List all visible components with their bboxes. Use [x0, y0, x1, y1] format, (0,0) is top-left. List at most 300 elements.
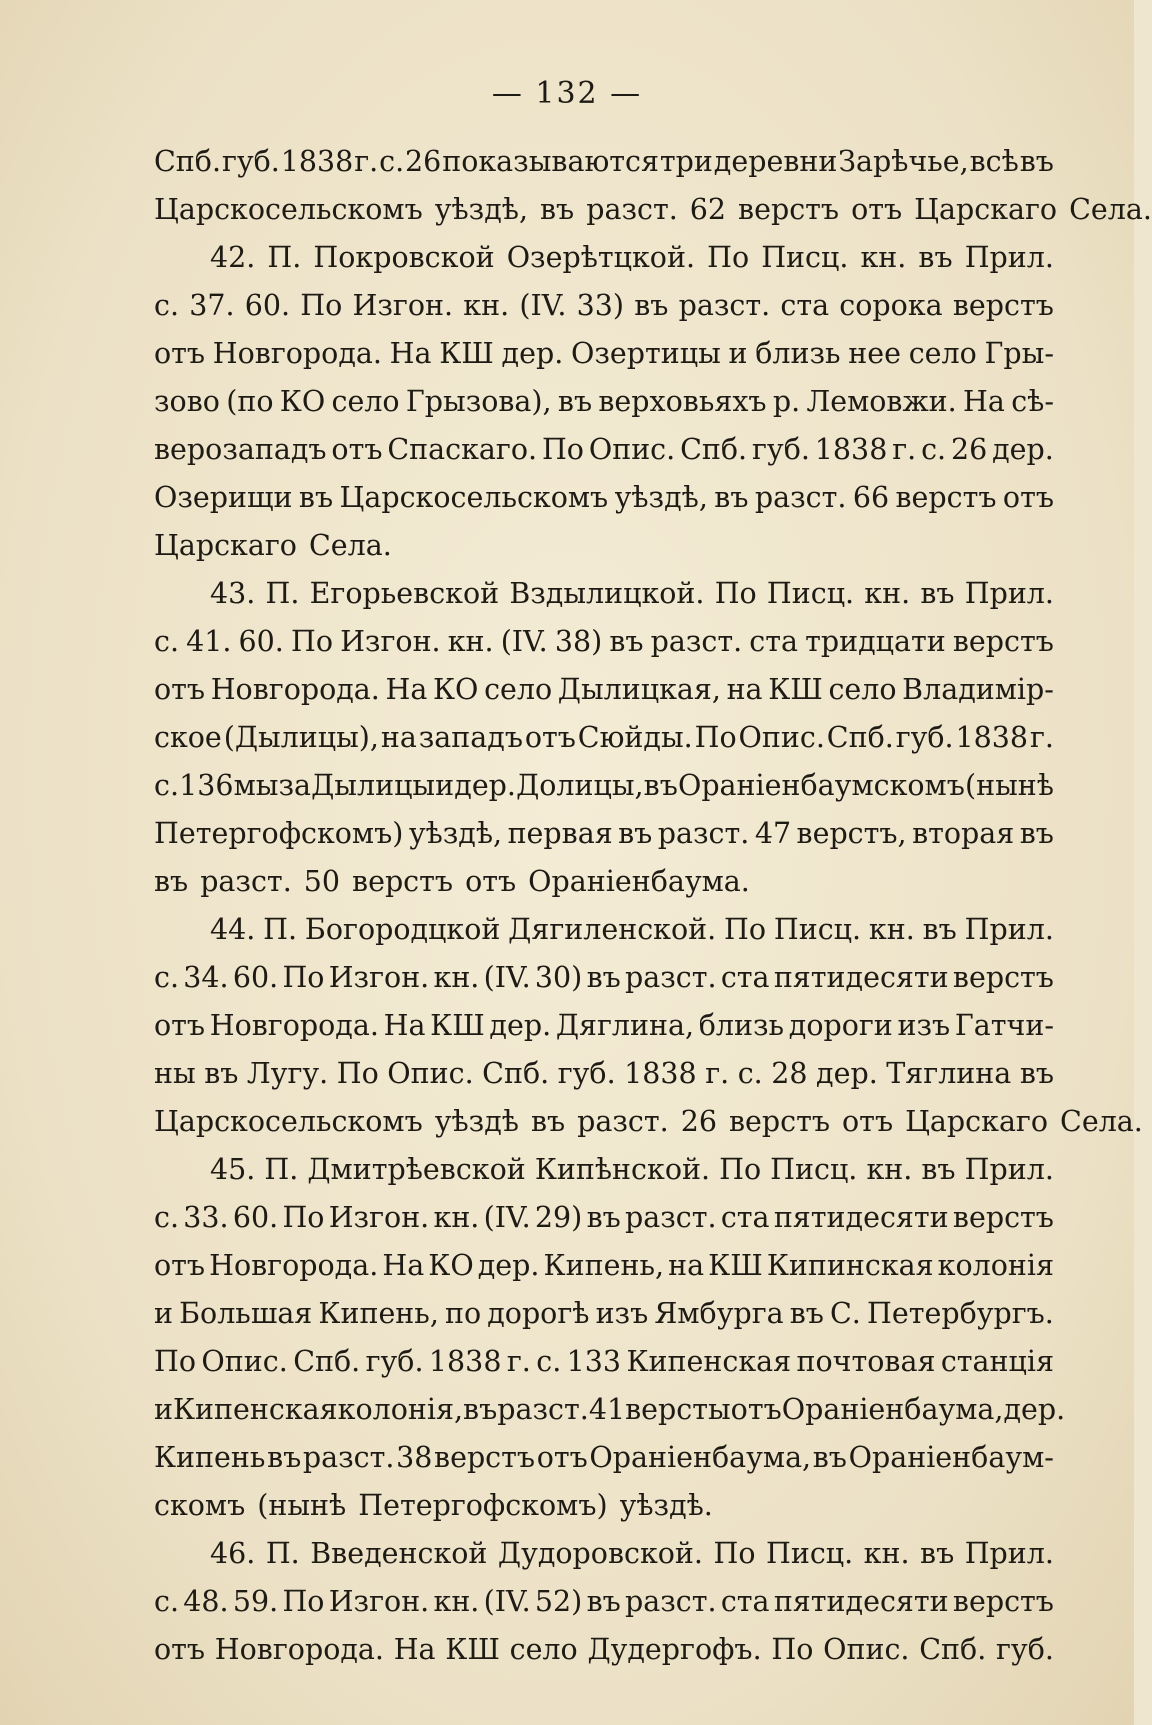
word: с. [921, 433, 947, 466]
body-text [154, 138, 1152, 1674]
word: верстъ [895, 481, 997, 514]
word: въ [922, 913, 957, 946]
word: село [908, 337, 977, 370]
word: на [726, 673, 763, 706]
word: Писц. [770, 1153, 858, 1186]
word: Дмитрѣевской [307, 1153, 526, 1186]
word: первая [507, 817, 613, 850]
text-line [154, 1482, 1054, 1530]
word: По [724, 913, 767, 946]
word: въ [154, 865, 189, 898]
word: Сюйды. [577, 721, 693, 754]
word: Прил. [964, 1153, 1054, 1186]
text-line [154, 1002, 1054, 1050]
word: кн. [864, 577, 911, 610]
word: въ [463, 1393, 498, 1426]
word: кн. [433, 1585, 480, 1618]
word: разст. [302, 1441, 395, 1474]
word: 48. [183, 1585, 229, 1618]
word: Новгорода. [212, 337, 382, 370]
word: въ [918, 241, 953, 274]
word: разст. [625, 961, 717, 994]
word: 1838 [280, 145, 354, 178]
word: тридцати [805, 625, 946, 658]
word: верстъ [952, 625, 1054, 658]
word: дер. [489, 1009, 552, 1042]
word: село [484, 673, 553, 706]
text-line [154, 522, 1054, 570]
word: 37. [189, 289, 235, 322]
word: Кипень [154, 1441, 266, 1474]
word: По [336, 1057, 379, 1090]
word: кн. [860, 241, 907, 274]
word: по [444, 1297, 482, 1330]
word: На [383, 1009, 426, 1042]
word: дороги [788, 1009, 893, 1042]
word: верстъ [434, 1441, 536, 1474]
word: Дяглина, [555, 1009, 695, 1042]
word: Прил. [964, 1537, 1054, 1570]
word: Долицы, [516, 769, 644, 802]
word: Большая [179, 1297, 313, 1330]
word: 41 [588, 1393, 626, 1426]
word: По [290, 625, 333, 658]
word: верховьяхъ [598, 385, 767, 418]
word: Ораніенбаум- [848, 1441, 1054, 1474]
word: почтовая [796, 1345, 936, 1378]
word: Дягиленской. [508, 913, 717, 946]
word: въ [1019, 1057, 1054, 1090]
word: КО [433, 673, 479, 706]
word: Царскаго [914, 193, 1058, 226]
word: с. [737, 1057, 763, 1090]
text-line [154, 1098, 1143, 1146]
word: ста [720, 1201, 770, 1234]
word: верстъ [952, 1585, 1054, 1618]
text-line [154, 1194, 1054, 1242]
word: въ [609, 625, 644, 658]
word: Изгон. [328, 1201, 430, 1234]
text-line [154, 1578, 1054, 1626]
word: въ [643, 769, 678, 802]
word: Изгон. [340, 625, 441, 658]
word: разст. [577, 1105, 669, 1138]
word: Ораніенбаума, [589, 1441, 812, 1474]
word: дер. [477, 1249, 540, 1282]
word: 26 [950, 433, 988, 466]
word: 60. [232, 961, 279, 994]
word: въ [586, 961, 621, 994]
word: Петергофскомъ) [358, 1489, 608, 1522]
page-number: — 132 — [491, 76, 643, 111]
word: губ. [557, 1057, 616, 1090]
word: По [282, 1585, 325, 1618]
word: Вздылицкой. [509, 577, 705, 610]
word: Дудоровской. [497, 1537, 703, 1570]
word: 52) [534, 1585, 583, 1618]
word: Гатчи- [954, 1009, 1054, 1042]
word: отъ [154, 1633, 206, 1666]
word: Кипенская [626, 1345, 792, 1378]
word: три [659, 145, 713, 178]
word: станція [940, 1345, 1054, 1378]
word: пятидесяти [773, 1585, 949, 1618]
word: разст. [200, 865, 292, 898]
text-line [154, 906, 1054, 954]
word: село [828, 673, 897, 706]
word: 1838 [428, 1345, 502, 1378]
word: Прил. [964, 577, 1054, 610]
word: показываются [442, 145, 659, 178]
word: П. [265, 577, 300, 610]
word: уѣздѣ, [614, 481, 708, 514]
word: г. [705, 1057, 730, 1090]
word: (по [226, 385, 274, 418]
word: с. [154, 289, 180, 322]
word: 44. [210, 913, 256, 946]
word: По [154, 1345, 197, 1378]
word: всѣ [969, 145, 1019, 178]
word: вторая [912, 817, 1015, 850]
word: Опис. [738, 721, 825, 754]
word: отъ [842, 1105, 894, 1138]
word: въ [920, 1537, 955, 1570]
word: Ораніенбаума, [781, 1393, 1004, 1426]
word: уѣздѣ. [619, 1489, 713, 1522]
word: отъ [465, 865, 517, 898]
word: разст. [586, 193, 678, 226]
word: Села. [1069, 193, 1152, 226]
word: и [154, 1297, 173, 1330]
word: с. [536, 1345, 562, 1378]
word: дер. [454, 769, 516, 802]
word: разст. [625, 1201, 717, 1234]
text-line [154, 474, 1054, 522]
word: и [435, 769, 455, 802]
word: въ [530, 1105, 566, 1138]
word: село [509, 1633, 578, 1666]
text-line [154, 714, 1054, 762]
word: На [382, 1249, 425, 1282]
word: кн. [863, 1537, 910, 1570]
word: Прил. [964, 241, 1054, 274]
word: г. [354, 145, 379, 178]
word: ста [720, 1585, 770, 1618]
word: разст. [625, 1585, 717, 1618]
word: Опис. [201, 1345, 288, 1378]
word: Петербургъ. [866, 1297, 1054, 1330]
word: Новгорода. [214, 1633, 384, 1666]
word: Ораніенбаума. [528, 865, 750, 898]
word: Введенской [310, 1537, 488, 1570]
word: (нынѣ [257, 1489, 347, 1522]
word: КШ [439, 337, 494, 370]
word: 45. [210, 1153, 256, 1186]
word: сорока [839, 289, 943, 322]
word: Царскосельскомъ [339, 481, 609, 514]
word: въ [267, 1441, 302, 1474]
word: изъ [897, 1009, 951, 1042]
word: 34. [183, 961, 229, 994]
word: Зарѣчье, [838, 145, 969, 178]
word: (IV. [519, 289, 567, 322]
word: верстъ [952, 289, 1054, 322]
text-line [154, 186, 1152, 234]
word: 60. [232, 1201, 279, 1234]
word: П. [264, 1153, 299, 1186]
text-line [154, 426, 1054, 474]
word: мыза [233, 769, 312, 802]
word: ское [154, 721, 222, 754]
word: По [714, 577, 757, 610]
word: По [713, 1537, 756, 1570]
word: По [282, 961, 325, 994]
word: 33) [576, 289, 624, 322]
word: Гры- [984, 337, 1054, 370]
word: верстъ [738, 193, 840, 226]
text-line [154, 618, 1054, 666]
word: разст. [678, 289, 771, 322]
word: КШ [768, 673, 823, 706]
word: Писц. [761, 241, 849, 274]
text-line [154, 1050, 1054, 1098]
word: кн. [868, 913, 915, 946]
text-line [154, 1434, 1054, 1482]
text-line [154, 762, 1054, 810]
word: близь [755, 337, 841, 370]
word: Новгорода. [210, 673, 380, 706]
word: По [707, 241, 750, 274]
word: ста [749, 625, 798, 658]
word: разст. [650, 625, 743, 658]
text-line [154, 1626, 1054, 1674]
word: На [963, 385, 1005, 418]
text-line [154, 138, 1054, 186]
word: Опис. [588, 433, 676, 466]
word: Писц. [766, 577, 855, 610]
word: въ [1019, 145, 1054, 178]
text-line [154, 1386, 1066, 1434]
word: губ. [365, 1345, 424, 1378]
word: Опис. [387, 1057, 474, 1090]
word: 41. [186, 625, 232, 658]
word: Прил. [964, 913, 1054, 946]
word: верозападъ [154, 433, 327, 466]
word: въ [540, 193, 575, 226]
text-line [154, 570, 1054, 618]
word: Владимір- [902, 673, 1054, 706]
word: Ямбурга [654, 1297, 784, 1330]
word: Спб. [680, 433, 748, 466]
word: Царскосельскомъ [154, 193, 423, 226]
word: Спб. [919, 1633, 987, 1666]
word: и [728, 337, 748, 370]
word: село [331, 385, 400, 418]
text-line [154, 234, 1054, 282]
word: уѣздѣ, [434, 193, 529, 226]
word: П. [263, 913, 298, 946]
word: КШ [708, 1249, 763, 1282]
word: КШ [445, 1633, 500, 1666]
word: Спб. [482, 1057, 550, 1090]
word: нее [848, 337, 901, 370]
word: Тяглина [886, 1057, 1012, 1090]
word: западъ [418, 721, 523, 754]
word: дер. [501, 337, 564, 370]
word: С. [830, 1297, 861, 1330]
word: (IV. [483, 1585, 531, 1618]
word: (IV. [483, 1201, 531, 1234]
word: въ [298, 481, 334, 514]
word: изъ [595, 1297, 649, 1330]
word: дорогѣ [487, 1297, 590, 1330]
word: отъ [851, 193, 903, 226]
word: Покровской [313, 241, 495, 274]
word: (IV. [500, 625, 548, 658]
word: верстъ [728, 1105, 831, 1138]
word: въ [1019, 817, 1054, 850]
word: Новгорода. [209, 1249, 379, 1282]
word: с. [154, 769, 180, 802]
text-line [154, 1290, 1054, 1338]
word: 133 [566, 1345, 622, 1378]
word: на [668, 1249, 705, 1282]
word: въ [586, 1585, 621, 1618]
text-line [154, 858, 1054, 906]
word: дер. [992, 433, 1054, 466]
word: Егорьевской [309, 577, 500, 610]
word: На [385, 673, 428, 706]
word: По [300, 289, 343, 322]
word: колонія [937, 1249, 1054, 1282]
word: 46. [210, 1537, 256, 1570]
word: Изгон. [328, 1585, 430, 1618]
word: Царскосельскомъ [154, 1105, 423, 1138]
word: въ [586, 1201, 621, 1234]
word: въ [204, 1057, 239, 1090]
word: Спб. [293, 1345, 361, 1378]
word: 136 [179, 769, 234, 802]
word: Кипень, [318, 1297, 439, 1330]
word: отъ [154, 673, 206, 706]
word: 62 [689, 193, 727, 226]
word: Кипень, [543, 1249, 665, 1282]
word: с. [379, 145, 405, 178]
word: 38 [396, 1441, 433, 1474]
word: Писц. [765, 1537, 854, 1570]
word: Новгорода. [209, 1009, 379, 1042]
word: По [719, 1153, 762, 1186]
word: Дудергофъ. [587, 1633, 762, 1666]
word: Дылицы [311, 769, 436, 802]
word: близь [698, 1009, 785, 1042]
word: Петергофскомъ) [154, 817, 404, 850]
word: отъ [524, 721, 576, 754]
word: 43. [210, 577, 256, 610]
word: П. [265, 1537, 300, 1570]
word: На [389, 337, 432, 370]
text-line [154, 954, 1054, 1002]
word: версты [625, 1393, 731, 1426]
word: 1838 [814, 433, 888, 466]
word: кн. [463, 289, 510, 322]
word: разст. [657, 817, 750, 850]
word: с. [154, 961, 180, 994]
word: (IV. [483, 961, 531, 994]
text-line [154, 282, 1054, 330]
word: верстъ [352, 865, 454, 898]
word: зово [154, 385, 220, 418]
word: Спаскаго. [387, 433, 538, 466]
word: отъ [536, 1441, 588, 1474]
word: Озертицы [570, 337, 721, 370]
word: П. [267, 241, 302, 274]
word: с. [154, 1585, 180, 1618]
word: Спб. [154, 145, 222, 178]
word: По [694, 721, 737, 754]
word: въ [920, 577, 955, 610]
word: г. [1029, 721, 1054, 754]
word: губ. [996, 1633, 1054, 1666]
word: 26 [405, 145, 442, 178]
word: 30) [534, 961, 583, 994]
word: г. [506, 1345, 531, 1378]
word: разст. [497, 1393, 589, 1426]
text-line [154, 666, 1054, 714]
word: Озерищи [154, 481, 293, 514]
text-line [154, 1530, 1054, 1578]
word: Грызова), [405, 385, 552, 418]
word: скомъ [154, 1489, 246, 1522]
word: дер. [816, 1057, 878, 1090]
word: пятидесяти [773, 961, 949, 994]
word: Богородцкой [304, 913, 501, 946]
word: 28 [771, 1057, 808, 1090]
word: въ [714, 481, 749, 514]
word: отъ [730, 1393, 782, 1426]
word: с. [154, 625, 180, 658]
word: 29) [534, 1201, 583, 1234]
word: с. [154, 1201, 180, 1234]
word: КО [428, 1249, 474, 1282]
word: отъ [1002, 481, 1054, 514]
word: Лугу. [246, 1057, 329, 1090]
word: колонія, [337, 1393, 464, 1426]
word: кн. [433, 1201, 480, 1234]
word: 38) [554, 625, 603, 658]
text-line [154, 1242, 1054, 1290]
text-line [154, 810, 1054, 858]
word: въ [812, 1441, 847, 1474]
word: (нынѣ [964, 769, 1054, 802]
word: въ [634, 289, 669, 322]
word: Опис. [823, 1633, 910, 1666]
word: Лемовжи. [806, 385, 957, 418]
word: дер. [1003, 1393, 1066, 1426]
word: г. [892, 433, 917, 466]
word: 1838 [955, 721, 1029, 754]
word: 60. [244, 289, 291, 322]
word: 50 [303, 865, 341, 898]
word: отъ [331, 433, 383, 466]
word: сѣ- [1011, 385, 1054, 418]
word: (Дылицы), [223, 721, 379, 754]
text-line [154, 1146, 1054, 1194]
word: Ораніенбаумскомъ [677, 769, 965, 802]
word: въ [618, 817, 653, 850]
word: Спб. [826, 721, 894, 754]
word: верстъ [952, 1201, 1054, 1234]
